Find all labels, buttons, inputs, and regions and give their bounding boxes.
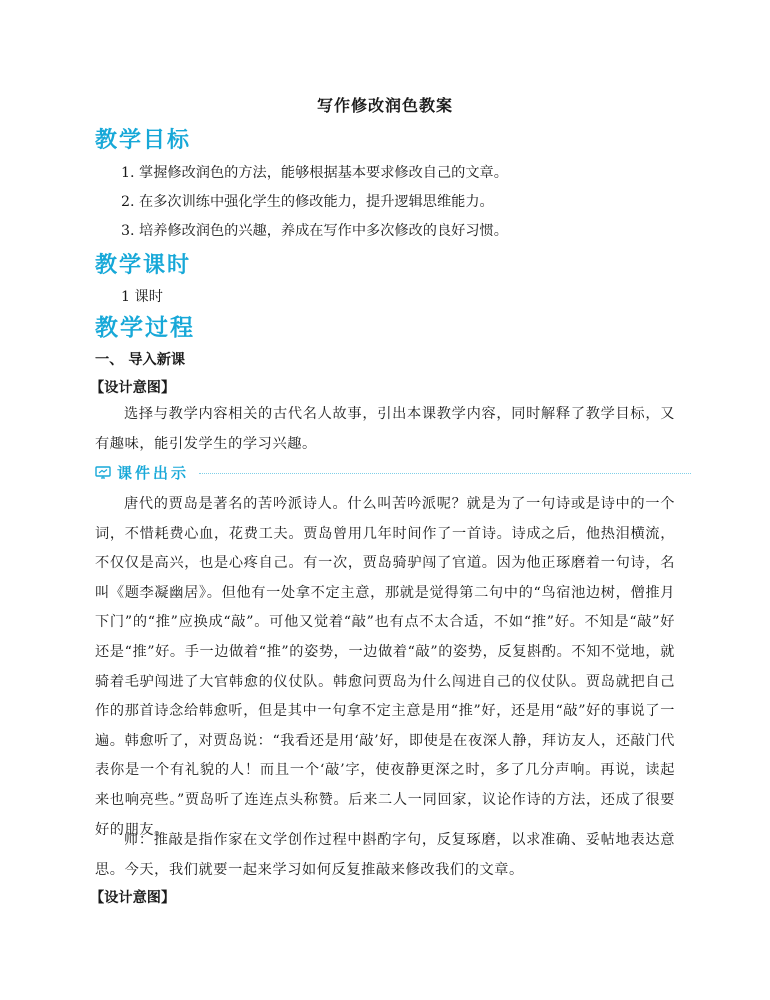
design-intent-label: 【设计意图】 [90, 380, 176, 396]
courseware-label: 课件出示 [117, 464, 190, 482]
hours-value: 1 课时 [121, 289, 163, 305]
subheading-intro: 一、 导入新课 [95, 352, 186, 368]
section-heading-goals: 教学目标 [95, 128, 192, 153]
dotted-divider [199, 473, 691, 474]
design-intent-text: 选择与教学内容相关的古代名人故事，引出本课教学内容，同时解释了教学目标，又有趣味，能引发学生的学习兴趣。 [95, 406, 675, 452]
document-title: 写作修改润色教案 [316, 96, 453, 115]
goal-item: 1. 掌握修改润色的方法，能够根据基本要求修改自己的文章。 [121, 165, 508, 181]
teacher-paragraph: 师：推敲是指作家在文学创作过程中斟酌字句，反复琢磨，以求准确、妥帖地表达意思。今天，我们就要一起来学习如何反复推敲来修改我们的文章。 [95, 832, 675, 878]
design-intent-label: 【设计意图】 [90, 890, 176, 906]
goal-item: 3. 培养修改润色的兴趣，养成在写作中多次修改的良好习惯。 [121, 223, 508, 239]
screen-icon [95, 466, 111, 479]
story-paragraph: 唐代的贾岛是著名的苦吟派诗人。什么叫苦吟派呢？就是为了一句诗或是诗中的一个词，不惜耗费心血，花费工夫。贾岛曾用几年时间作了一首诗。诗成之后，他热泪横流，不仅仅是高兴，也是心疼自己。有一次，贾岛骑驴闯了官道。因为他正琢磨着一句诗，名叫《题李凝幽居》。但他有一处拿不定主意，那就是觉得第二句中的“鸟宿池边树，僧推月下门”的“推”应换成“敲”。可他又觉着“敲”也有点不太合适，不如“推”好。不知是“敲”好还是“推”好。手一边做着“推”的姿势，一边做着“敲”的姿势，反复斟酌。不知不觉地，就骑着毛驴闯进了大官韩愈的仪仗队。韩愈问贾岛为什么闯进自己的仪仗队。贾岛就把自己作的那首诗念给韩愈听，但是其中一句拿不定主意是用“推”好，还是用“敲”好的事说了一遍。韩愈听了，对贾岛说：“我看还是用‘敲’好，即使是在夜深人静，拜访友人，还敲门代表你是一个有礼貌的人！而且一个‘敲’字，使夜静更深之时，多了几分声响。再说，读起来也响亮些。”贾岛听了连连点头称赞。后来二人一同回家，议论作诗的方法，还成了很要好的朋友。 [95, 496, 676, 838]
goal-item: 2. 在多次训练中强化学生的修改能力，提升逻辑思维能力。 [121, 194, 494, 210]
section-heading-process: 教学过程 [95, 315, 195, 341]
courseware-banner [95, 462, 691, 484]
section-heading-hours: 教学课时 [95, 253, 192, 278]
